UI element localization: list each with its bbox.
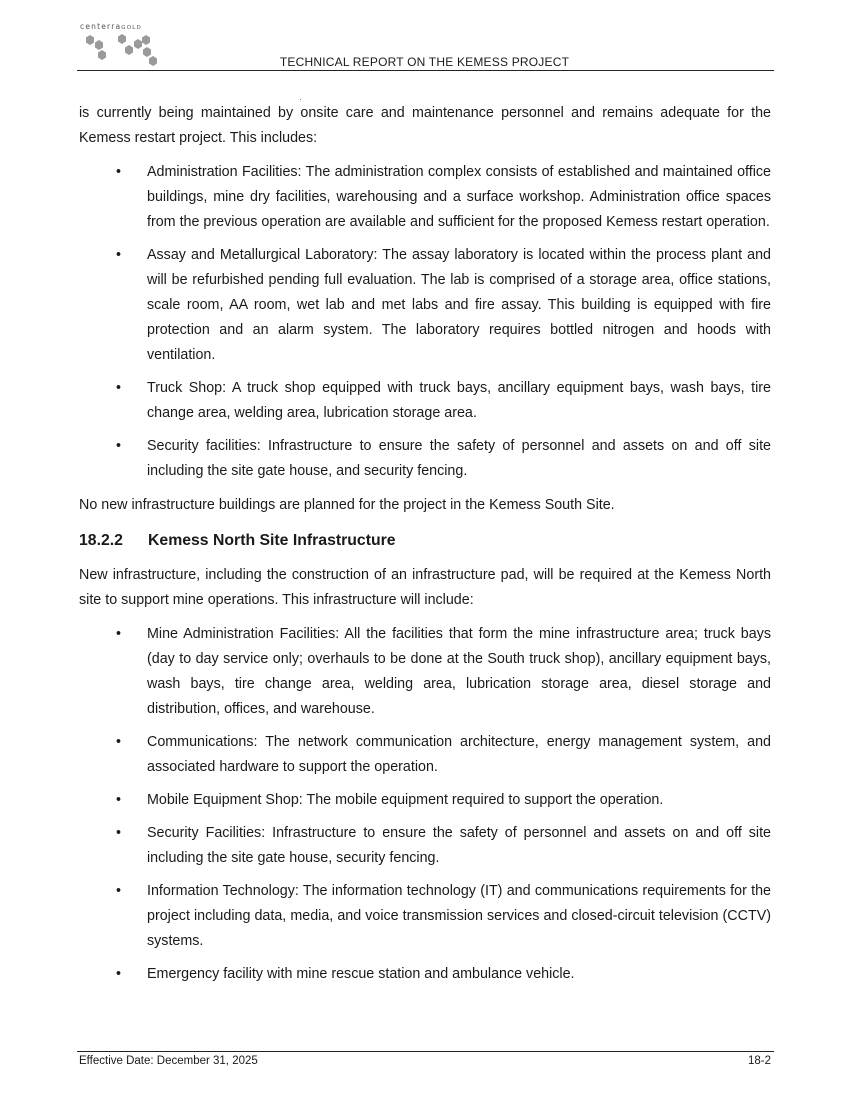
list-item: • Mobile Equipment Shop: The mobile equipment required to support the operation.: [79, 788, 771, 813]
list-item: • Security Facilities: Infrastructure to ensure the safety of personnel and assets on and off site including the site gate house, security fencing.: [79, 821, 771, 871]
list-item: • Communications: The network communication architecture, energy management system, and associated hardware to support the operation.: [79, 730, 771, 780]
list-item: • Administration Facilities: The administration complex consists of established and maintained office buildings, mine dry facilities, warehousing and a surface workshop. Administration office spaces from the previous operation are available and sufficient for the proposed Kemess restart operation.: [79, 160, 771, 235]
header-divider: [77, 70, 774, 71]
south-infrastructure-list: [79, 160, 771, 484]
footer-divider: [77, 1051, 774, 1052]
section-number: 18.2.2: [79, 532, 123, 549]
north-intro-paragraph: New infrastructure, including the construction of an infrastructure pad, will be required at the Kemess North site to support mine operations. This infrastructure will include:: [79, 567, 771, 608]
list-item: • Information Technology: The information technology (IT) and communications requirements for the project including data, media, and voice transmission services and closed-circuit television (CCTV) systems.: [79, 879, 771, 954]
bullet-icon: •: [116, 247, 122, 263]
south-closing-paragraph: No new infrastructure buildings are planned for the project in the Kemess South Site.: [79, 497, 615, 513]
report-header-title: TECHNICAL REPORT ON THE KEMESS PROJECT: [279, 55, 570, 69]
bullet-icon: •: [116, 164, 122, 180]
effective-date: Effective Date: December 31, 2025: [79, 1055, 258, 1067]
bullet-icon: •: [116, 966, 122, 982]
bullet-icon: •: [116, 734, 122, 750]
list-item: • Security facilities: Infrastructure to ensure the safety of personnel and assets on and off site including the site gate house, and security fencing.: [79, 434, 771, 484]
document-body: [79, 101, 771, 987]
bullet-icon: •: [116, 883, 122, 899]
bullet-icon: •: [116, 380, 122, 396]
list-item: • Assay and Metallurgical Laboratory: The assay laboratory is located within the process plant and will be refurbished pending full evaluation. The lab is comprised of a storage area, office stations, scale room, AA room, wet lab and met labs and fire assay. This building is equipped with fire protection and an alarm system. The laboratory requires bottled nitrogen and hoods with ventilation.: [79, 243, 771, 368]
intro-paragraph: is currently being maintained by onsite care and maintenance personnel and remains adequate for the Kemess restart project. This includes:: [79, 105, 771, 146]
bullet-icon: •: [116, 626, 122, 642]
bullet-icon: •: [116, 438, 122, 454]
list-item: • Truck Shop: A truck shop equipped with truck bays, ancillary equipment bays, wash bays, tire change area, welding area, lubrication storage area.: [79, 376, 771, 426]
list-item: • Mine Administration Facilities: All the facilities that form the mine infrastructure area; truck bays (day to day service only; overhauls to be done at the South truck shop), ancillary equipment bays, wash bays, tire change area, welding area, lubrication storage area, diesel storage and distribution, offices, and warehouse.: [79, 622, 771, 722]
section-heading: [79, 528, 771, 553]
north-infrastructure-list: [79, 622, 771, 987]
logo-wordmark: centerraGOLD: [80, 22, 142, 31]
section-title: Kemess North Site Infrastructure: [148, 532, 396, 549]
stray-dot: [300, 99, 301, 100]
bullet-icon: •: [116, 792, 122, 808]
bullet-icon: •: [116, 825, 122, 841]
page-number: 18-2: [747, 1055, 771, 1067]
list-item: • Emergency facility with mine rescue station and ambulance vehicle.: [79, 962, 771, 987]
